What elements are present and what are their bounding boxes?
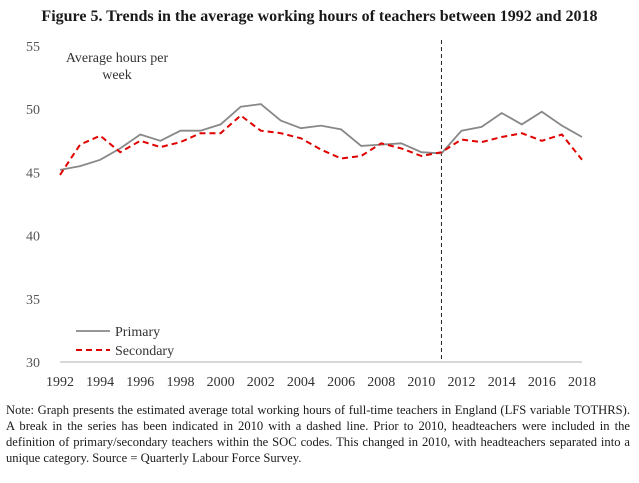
x-tick-label: 2018 [568,375,596,390]
x-tick-label: 2010 [407,375,436,390]
data-point [460,129,462,131]
x-tick-label: 1994 [86,375,115,390]
data-point [159,140,161,142]
figure-note: Note: Graph presents the estimated average total working hours of full-time teachers in England (LFS variable TOTHRS). A break in the series has been indicated in 2010 with a dashed line. Prior to 2010, headteachers were included in the definition of primary/secondary teachers within the SOC codes. This changed in 2010, with headteachers separated into a unique category. Source = Quarterly Labour Force Survey. [6,403,630,465]
data-point [340,128,342,130]
data-point [561,133,563,135]
axes [26,40,596,390]
y-tick-label: 40 [26,229,40,245]
data-point [320,124,322,126]
data-point [340,157,342,159]
data-point [260,103,262,105]
data-point [119,147,121,149]
y-tick-label: 35 [26,292,40,308]
data-point [199,132,201,134]
series-lines [59,103,583,176]
legend-label: Secondary [115,344,175,359]
x-tick-label: 2006 [327,375,356,390]
data-point [480,141,482,143]
data-point [239,105,241,107]
y-axis-label [66,51,169,83]
data-point [400,142,402,144]
data-point [581,136,583,138]
data-point [59,169,61,171]
y-tick-label: 55 [26,40,40,55]
x-tick-label: 2000 [206,375,235,390]
data-point [239,114,241,116]
data-point [420,155,422,157]
data-point [581,159,583,161]
data-point [541,111,543,113]
x-tick-label: 2004 [286,375,315,390]
y-tick-label: 45 [26,166,40,182]
data-point [219,123,221,125]
data-point [179,129,181,131]
x-tick-label: 1992 [46,375,74,390]
data-point [320,148,322,150]
data-point [260,129,262,131]
x-tick-label: 2016 [527,375,556,390]
data-point [360,155,362,157]
data-point [79,143,81,145]
x-tick-label: 2002 [246,375,275,390]
data-point [79,165,81,167]
data-point [360,145,362,147]
data-point [521,132,523,134]
data-point [219,132,221,134]
data-point [139,140,141,142]
data-point [460,138,462,140]
data-point [480,126,482,128]
data-point [541,140,543,142]
legend [76,325,174,359]
x-tick-label: 2012 [447,375,476,390]
data-point [99,135,101,137]
legend-label: Primary [115,325,161,340]
data-point [280,119,282,121]
x-tick-label: 2014 [487,375,516,390]
data-point [280,132,282,134]
series-line-secondary [60,116,582,175]
y-tick-label: 50 [26,103,40,119]
x-tick-label: 1998 [166,375,195,390]
y-axis-label-line: Average hours per [65,51,169,66]
data-point [300,127,302,129]
data-point [380,142,382,144]
x-tick-label: 1996 [126,375,155,390]
y-tick-label: 30 [26,356,40,371]
data-point [440,151,442,153]
data-point [99,159,101,161]
data-point [59,174,61,176]
data-point [139,133,141,135]
x-tick-label: 2008 [367,375,396,390]
data-point [179,141,181,143]
data-point [159,146,161,148]
data-point [500,112,502,114]
data-point [400,147,402,149]
data-point [500,136,502,138]
data-point [420,151,422,153]
data-point [300,137,302,139]
y-axis-label-line: week [102,68,132,83]
data-point [119,151,121,153]
data-point [521,123,523,125]
chart-title: Figure 5. Trends in the average working hours of teachers between 1992 and 2018 [41,8,598,25]
data-point [199,129,201,131]
data-point [561,124,563,126]
